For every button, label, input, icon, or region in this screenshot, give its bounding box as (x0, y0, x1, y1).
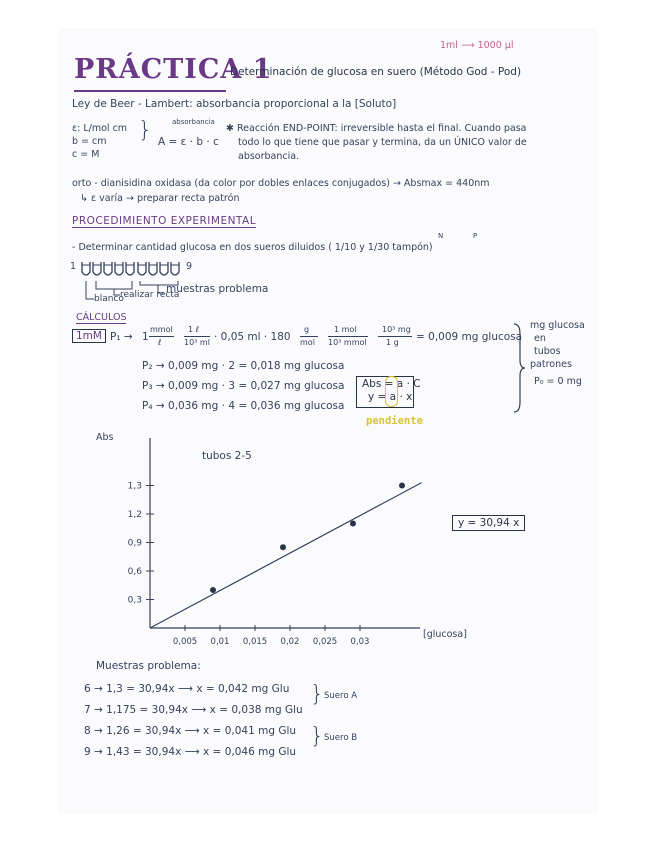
chart-ylabel: Abs (96, 432, 114, 443)
slope-label: pendiente (366, 415, 423, 427)
concentration-box: 1mM (72, 329, 106, 343)
x-tick-label: 0,02 (280, 637, 300, 647)
procedure-step: - Determinar cantidad glucosa en dos sueros diluidos ( 1/10 y 1/30 tampón) (72, 242, 433, 253)
endpoint-line-1: ✱ Reacción END-POINT: irreversible hasta el final. Cuando pasa (226, 123, 527, 134)
x-tick-label: 0,015 (242, 637, 268, 647)
chart-title: tubos 2-5 (202, 450, 252, 462)
y-tick-label: 1,3 (127, 481, 142, 492)
abs-formula-2: y = a · x (368, 391, 413, 403)
beer-lambert-formula: A = ε · b · c (158, 136, 219, 148)
p1-frac-b-num: 1 ℓ (188, 325, 199, 334)
data-point (210, 587, 216, 593)
sample-9: 9 → 1,43 = 30,94x ⟶ x = 0,046 mg Glu (84, 746, 297, 758)
p1-frac-d-num: g (304, 325, 310, 334)
epsilon-varies-note: ↳ ε varía → preparar recta patrón (80, 193, 240, 204)
dianisidine-note: orto - dianisidina oxidasa (da color por dobles enlaces conjugados) → Absmax = 440nm (72, 178, 490, 189)
sample-7: 7 → 1,175 = 30,94x ⟶ x = 0,038 mg Glu (84, 704, 303, 716)
calibration-chart (60, 30, 596, 690)
n-label: N (438, 232, 444, 240)
side-note-5: P₀ = 0 mg (534, 376, 582, 387)
p1-label: P₁ → (110, 331, 133, 343)
serum-b-label: Suero B (324, 733, 358, 743)
abs-formula-1: Abs = a · C (362, 378, 421, 390)
p1-frac-d-den: mol (300, 338, 315, 347)
p1-frac-a-den: ℓ (158, 338, 162, 347)
epsilon-definition: ε: L/mol cm (72, 123, 128, 134)
fit-equation-box: y = 30,94 x (452, 515, 525, 531)
p1-volume: · 0,05 ml · 180 (214, 331, 291, 343)
x-tick-label: 0,01 (210, 637, 230, 647)
samples-heading: Muestras problema: (96, 660, 201, 672)
make-line-label: realizar recta (120, 290, 180, 300)
data-point (280, 544, 286, 550)
side-note-1: mg glucosa (530, 320, 585, 331)
procedure-heading: PROCEDIMIENTO EXPERIMENTAL (72, 215, 257, 227)
chart-xlabel: [glucosa] (423, 629, 467, 640)
x-tick-label: 0,025 (312, 637, 338, 647)
p3-calc: P₃ → 0,009 mg · 3 = 0,027 mg glucosa (142, 380, 345, 392)
calc-heading: CÁLCULOS (76, 312, 127, 323)
corner-note: 1ml ⟶ 1000 µl (440, 40, 514, 51)
absorbance-note: absorbancia (172, 118, 215, 126)
brace-icon: } (138, 118, 152, 143)
sample-8: 8 → 1,26 = 30,94x ⟶ x = 0,041 mg Glu (84, 725, 297, 737)
page-title: PRÁCTICA 1 (74, 54, 273, 85)
c-definition: c = M (72, 149, 100, 160)
p1-one: 1 (142, 331, 149, 343)
side-note-3: tubos (534, 346, 561, 357)
p1-result: = 0,009 mg glucosa (416, 331, 523, 343)
x-tick-label: 0,03 (350, 637, 370, 647)
data-point (399, 483, 405, 489)
p2-calc: P₂ → 0,009 mg · 2 = 0,018 mg glucosa (142, 360, 345, 372)
p1-frac-b-den: 10³ ml (184, 338, 210, 347)
brace-icon: } (310, 682, 324, 707)
side-note-2: en (534, 333, 546, 344)
p4-calc: P₄ → 0,036 mg · 4 = 0,036 mg glucosa (142, 400, 345, 412)
brace-icon: } (310, 724, 324, 749)
p1-frac-e-den: 10³ mmol (328, 338, 367, 347)
y-tick-label: 0,6 (127, 567, 142, 577)
endpoint-line-3: absorbancia. (238, 151, 300, 162)
tube-last-number: 9 (186, 261, 193, 272)
side-note-4: patrones (530, 359, 572, 370)
y-tick-label: 1,2 (127, 510, 142, 520)
p1-frac-f-den: 1 g (386, 338, 399, 347)
page-subtitle: Determinación de glucosa en suero (Método God - Pod) (230, 66, 522, 78)
p1-frac-a-num: mmol (150, 325, 173, 334)
y-tick-label: 0,9 (127, 538, 142, 549)
y-tick-label: 0,3 (127, 595, 142, 606)
p1-frac-e-num: 1 mol (334, 325, 357, 334)
p1-frac-f-num: 10³ mg (382, 325, 411, 334)
endpoint-line-2: todo lo que tiene que pasar y termina, da un ÚNICO valor de (238, 137, 527, 148)
p-label: P (473, 232, 478, 240)
b-definition: b = cm (72, 136, 107, 147)
beer-lambert-law: Ley de Beer - Lambert: absorbancia proporcional a la [Soluto] (72, 98, 397, 110)
serum-a-label: Suero A (324, 691, 358, 701)
fit-line (150, 483, 422, 628)
notebook-page (60, 30, 596, 812)
blank-label: blanco (94, 294, 124, 304)
sample-6: 6 → 1,3 = 30,94x ⟶ x = 0,042 mg Glu (84, 683, 290, 695)
tube-first-number: 1 (70, 261, 77, 272)
data-point (350, 521, 356, 527)
samples-label: muestras problema (166, 283, 269, 295)
x-tick-label: 0,005 (172, 637, 198, 647)
